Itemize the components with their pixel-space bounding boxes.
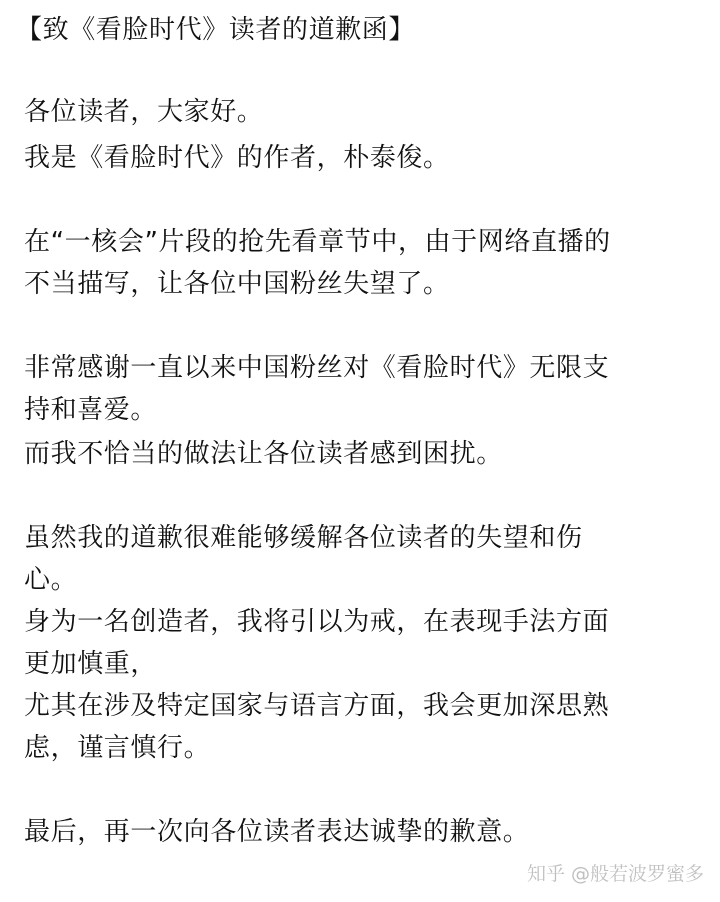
- paragraph-3-line-2: 心。: [24, 565, 78, 595]
- paragraph-2-line-1: 非常感谢一直以来中国粉丝对《看脸时代》无限支: [24, 353, 610, 383]
- author-intro-line: 我是《看脸时代》的作者，朴泰俊。: [24, 143, 450, 173]
- paragraph-1-line-2: 不当描写，让各位中国粉丝失望了。: [24, 269, 450, 299]
- paragraph-3-line-6: 虑，谨言慎行。: [24, 733, 211, 763]
- greeting-line: 各位读者，大家好。: [24, 97, 264, 127]
- paragraph-1-line-1: 在“一核会”片段的抢先看章节中，由于网络直播的: [24, 227, 611, 257]
- letter-title: 【致《看脸时代》读者的道歉函】: [16, 15, 416, 45]
- paragraph-3-line-4: 更加慎重，: [24, 649, 158, 679]
- paragraph-3-line-3: 身为一名创造者，我将引以为戒，在表现手法方面: [24, 607, 610, 637]
- paragraph-3-line-5: 尤其在涉及特定国家与语言方面，我会更加深思熟: [24, 691, 610, 721]
- paragraph-2-line-3: 而我不恰当的做法让各位读者感到困扰。: [24, 439, 503, 469]
- paragraph-3-line-1: 虽然我的道歉很难能够缓解各位读者的失望和伤: [24, 523, 583, 553]
- closing-line: 最后，再一次向各位读者表达诚挚的歉意。: [24, 817, 530, 847]
- paragraph-2-line-2: 持和喜爱。: [24, 395, 158, 425]
- zhihu-watermark: 知乎 @般若波罗蜜多: [526, 863, 704, 885]
